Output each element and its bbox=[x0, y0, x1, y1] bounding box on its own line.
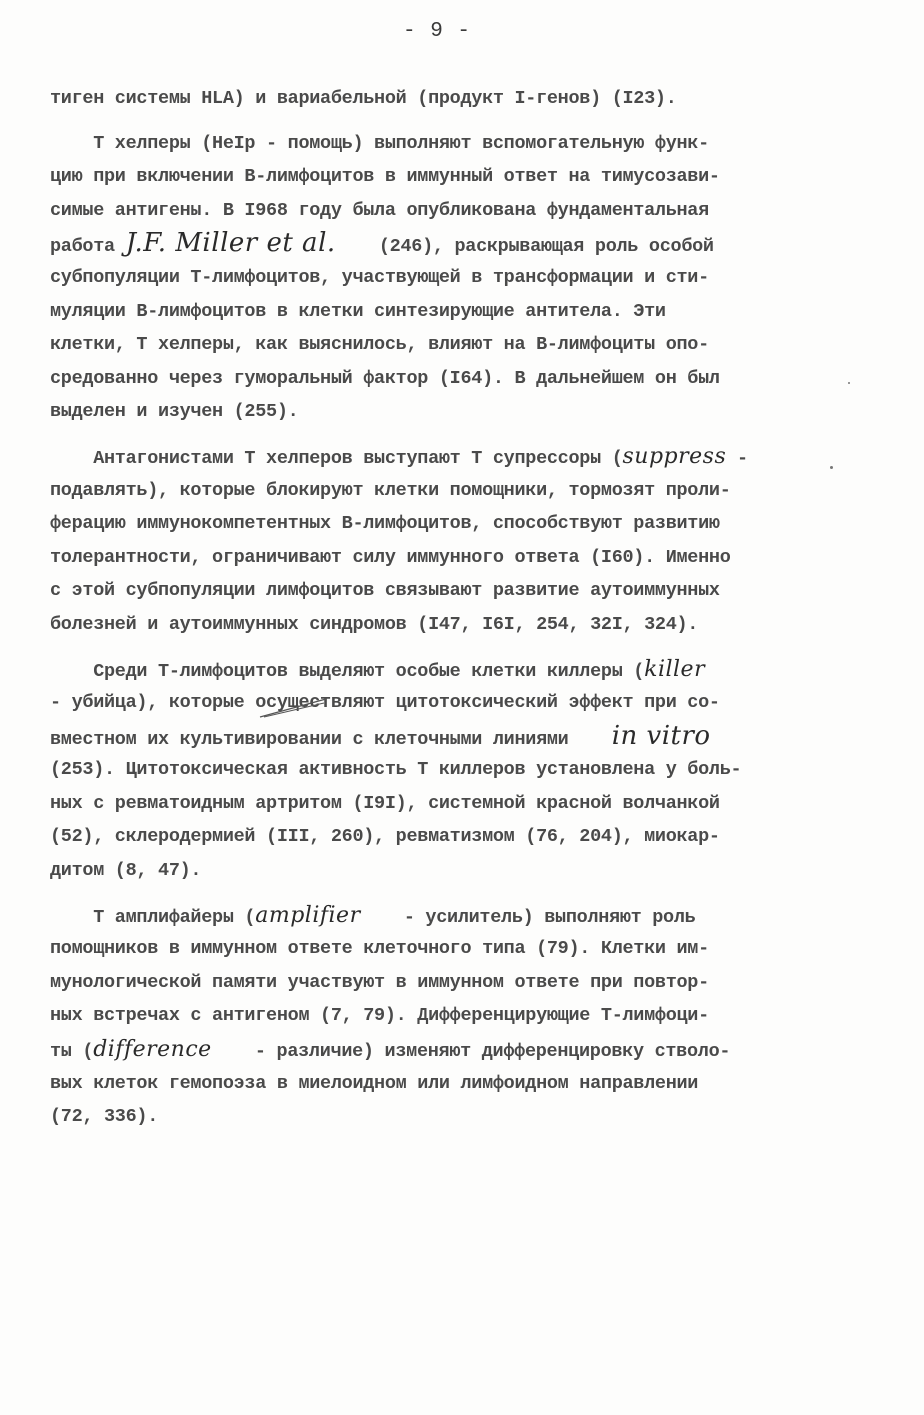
text-line: с этой субпопуляции лимфоцитов связывают развитие аутоиммунных bbox=[50, 580, 720, 602]
text-line: ферацию иммунокомпетентных В-лимфоцитов, способствуют развитию bbox=[50, 513, 720, 535]
text-fragment: вместном их культивировании с клеточными линиями bbox=[50, 728, 569, 750]
text-line: (253). Цитотоксическая активность Т киллеров установлена у боль- bbox=[50, 759, 742, 781]
text-line: средованно через гуморальный фактор (I64). В дальнейшем он был bbox=[50, 367, 720, 389]
text-fragment: Антагонистами Т хелперов выступают Т супрессоры ( bbox=[50, 447, 623, 469]
text-line: подавлять), которые блокируют клетки помощники, тормозят проли- bbox=[50, 479, 731, 501]
text-line: дитом (8, 47). bbox=[50, 860, 202, 882]
text-line-with-handwriting bbox=[50, 899, 862, 933]
handwritten-suppress: suppress bbox=[622, 443, 727, 469]
text-line: - убийца), которые осуществляют цитотоксический эффект при со- bbox=[50, 692, 720, 714]
text-line: болезней и аутоиммунных синдромов (I47, I6I, 254, 32I, 324). bbox=[50, 613, 699, 635]
text-fragment: Т амплифайеры ( bbox=[50, 906, 256, 928]
handwritten-miller: J.F. Miller et al. bbox=[125, 228, 336, 259]
text-fragment: - усилитель) выполняют роль bbox=[360, 906, 696, 928]
handwritten-difference: difference bbox=[93, 1037, 212, 1063]
text-fragment: работа bbox=[50, 236, 126, 258]
text-line: выделен и изучен (255). bbox=[50, 401, 299, 423]
text-line: помощников в иммунном ответе клеточного типа (79). Клетки им- bbox=[50, 938, 709, 960]
text-line: мунологической памяти участвуют в иммунном ответе при повтор- bbox=[50, 971, 709, 993]
handwritten-in-vitro: in vitro bbox=[611, 720, 711, 751]
text-line: симые антигены. В I968 году была опубликована фундаментальная bbox=[50, 199, 709, 221]
text-fragment: - различие) изменяют дифференцировку стволо- bbox=[211, 1041, 731, 1063]
text-fragment: ты ( bbox=[50, 1041, 94, 1063]
text-fragment: Среди Т-лимфоцитов выделяют особые клетки киллеры ( bbox=[50, 660, 645, 682]
handwritten-amplifier: amplifier bbox=[255, 902, 361, 928]
text-fragment: (246), раскрывающая роль особой bbox=[335, 236, 714, 258]
text-line: субпопуляции Т-лимфоцитов, участвующей в трансформации и сти- bbox=[50, 266, 709, 288]
text-line: клетки, Т хелперы, как выяснилось, влияют на В-лимфоциты опо- bbox=[50, 334, 709, 356]
text-line: тиген системы HLA) и вариабельной (продукт I-генов) (I23). bbox=[50, 88, 677, 109]
text-line: цию при включении В-лимфоцитов в иммунный ответ на тимусозави- bbox=[50, 166, 720, 188]
text-line-with-handwriting bbox=[50, 227, 862, 261]
text-line: вых клеток гемопоэза в миелоидном или лимфоидном направлении bbox=[50, 1072, 699, 1094]
text-line: ных встречах с антигеном (7, 79). Дифференцирующие Т-лимфоци- bbox=[50, 1005, 709, 1027]
stray-dot bbox=[848, 382, 850, 384]
text-line-with-handwriting bbox=[50, 720, 862, 754]
body-text bbox=[50, 82, 862, 1134]
text-line: муляции В-лимфоцитов в клетки синтезирующие антитела. Эти bbox=[50, 300, 666, 322]
page-number: - 9 - bbox=[402, 20, 471, 43]
text-line-with-handwriting bbox=[50, 1033, 862, 1067]
text-line-with-handwriting bbox=[50, 653, 862, 687]
text-line: (52), склеродермией (III, 260), ревматизмом (76, 204), миокар- bbox=[50, 826, 720, 848]
stray-dot bbox=[830, 466, 833, 469]
text-line-with-handwriting bbox=[50, 440, 862, 474]
text-line: толерантности, ограничивают силу иммунного ответа (I60). Именно bbox=[50, 546, 731, 568]
text-fragment: - bbox=[726, 447, 748, 469]
handwritten-killer: killer bbox=[644, 656, 706, 682]
text-line: ных с ревматоидным артритом (I9I), системной красной волчанкой bbox=[50, 792, 720, 814]
text-line: Т хелперы (HeIp - помощь) выполняют вспомогательную функ- bbox=[50, 132, 709, 154]
text-line: (72, 336). bbox=[50, 1106, 159, 1128]
